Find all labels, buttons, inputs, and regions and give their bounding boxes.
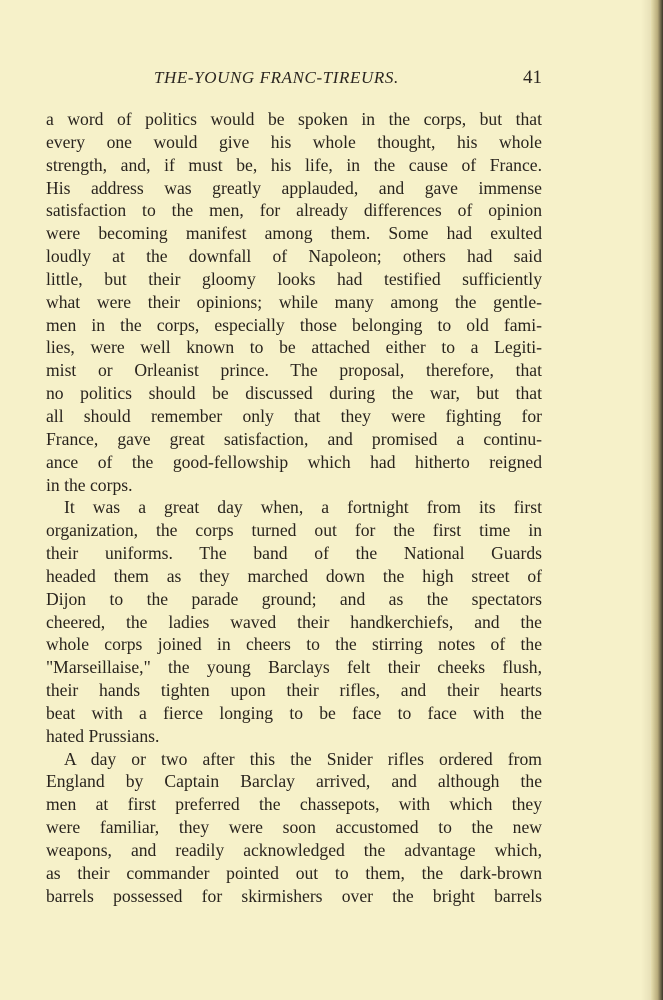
text-line: It was a great day when, a fortnight from its first: [64, 497, 542, 518]
text-line: Dijon to the parade ground; and as the spectators: [46, 588, 542, 609]
body-text: [46, 108, 542, 908]
text-line: lies, were well known to be attached either to a Legiti-: [46, 337, 542, 358]
text-line: barrels possessed for skirmishers over the bright barrels: [46, 885, 542, 906]
text-line: France, gave great satisfaction, and promised a continu-: [46, 428, 542, 449]
text-line: every one would give his whole thought, his whole: [46, 131, 542, 152]
text-line: ance of the good-fellowship which had hitherto reigned: [46, 451, 542, 472]
text-line: strength, and, if must be, his life, in the cause of France.: [46, 154, 542, 175]
text-line: in the corps.: [46, 474, 133, 495]
text-line: mist or Orleanist prince. The proposal, therefore, that: [46, 360, 542, 381]
running-head-title: THE-YOUNG FRANC-TIREURS.: [154, 68, 399, 87]
text-line: headed them as they marched down the high street of: [46, 565, 542, 586]
text-line: their uniforms. The band of the National Guards: [46, 543, 542, 564]
page-edge: [651, 0, 663, 1000]
page-edge-shadow: [641, 0, 651, 1000]
text-line: were familiar, they were soon accustomed to the new: [46, 817, 542, 838]
page-number: 41: [523, 67, 542, 88]
running-head: [46, 68, 542, 96]
text-line: men at first preferred the chassepots, with which they: [46, 794, 542, 815]
text-line: satisfaction to the men, for already differences of opinion: [46, 200, 542, 221]
text-line: were becoming manifest among them. Some had exulted: [46, 223, 542, 244]
text-line: their hands tighten upon their rifles, and their hearts: [46, 680, 542, 701]
text-line: "Marseillaise," the young Barclays felt their cheeks flush,: [46, 657, 542, 678]
text-line: loudly at the downfall of Napoleon; others had said: [46, 246, 542, 267]
text-line: men in the corps, especially those belonging to old fami-: [46, 314, 542, 335]
text-line: as their commander pointed out to them, the dark-brown: [46, 862, 542, 883]
text-line: His address was greatly applauded, and gave immense: [46, 177, 542, 198]
text-line: beat with a fierce longing to be face to face with the: [46, 702, 542, 723]
text-line: whole corps joined in cheers to the stirring notes of the: [46, 634, 542, 655]
text-line: all should remember only that they were fighting for: [46, 405, 542, 426]
text-line: little, but their gloomy looks had testified sufficiently: [46, 268, 542, 289]
text-line: England by Captain Barclay arrived, and although the: [46, 771, 542, 792]
text-line: organization, the corps turned out for the first time in: [46, 520, 542, 541]
text-line: A day or two after this the Snider rifles ordered from: [64, 748, 542, 769]
text-line: what were their opinions; while many among the gentle-: [46, 291, 542, 312]
text-line: cheered, the ladies waved their handkerchiefs, and the: [46, 611, 542, 632]
text-line: no politics should be discussed during the war, but that: [46, 383, 542, 404]
text-line: weapons, and readily acknowledged the advantage which,: [46, 840, 542, 860]
text-line: hated Prussians.: [46, 725, 160, 746]
text-line: a word of politics would be spoken in the corps, but that: [46, 109, 542, 129]
